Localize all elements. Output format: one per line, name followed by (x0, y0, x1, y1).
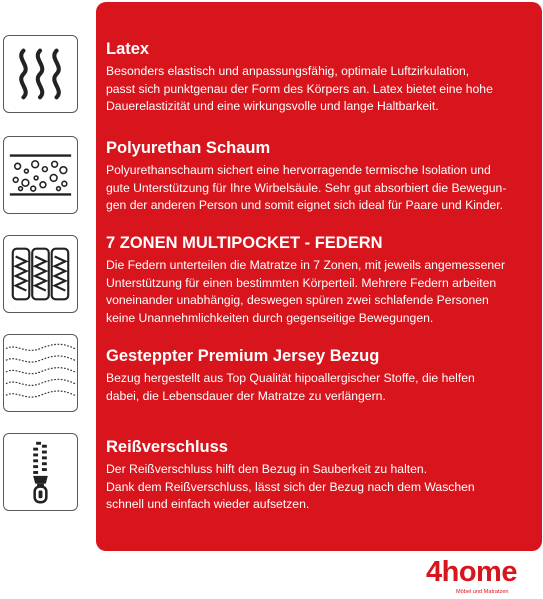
zipper-icon-box (3, 433, 78, 511)
feature-jersey (106, 347, 534, 405)
feature-description: Bezug hergestellt aus Top Qualität hipoallergischer Stoffe, die helfen dabei, die Lebensdauer der Matratze zu verlängern. (106, 371, 475, 403)
feature-description: Besonders elastisch und anpassungsfähig, optimale Luftzirkulation, passt sich punktgenau der Form des Körpers an. Latex bietet eine hohe Dauerelastizität und eine wirkungsvolle und lange Haltbarkeit. (106, 64, 493, 114)
feature-pocket-springs (106, 234, 534, 327)
features-panel (96, 2, 542, 551)
brand-name: 4home (426, 556, 517, 588)
feature-title: Gesteppter Premium Jersey Bezug (106, 347, 380, 365)
pocket-springs-icon (4, 236, 77, 312)
foam-icon-box (3, 136, 78, 214)
feature-title: 7 ZONEN MULTIPOCKET - FEDERN (106, 234, 383, 252)
quilted-fabric-icon (4, 335, 77, 411)
feature-polyurethan (106, 139, 534, 215)
feature-description: Der Reißverschluss hilft den Bezug in Sauberkeit zu halten. Dank dem Reißverschluss, lässt sich der Bezug nach dem Waschen schnell und einfach wieder aufsetzen. (106, 462, 475, 512)
springs-icon-box (3, 235, 78, 313)
feature-description: Polyurethanschaum sichert eine hervorragende termische Isolation und gute Unterstützung für Ihre Wirbelsäule. Sehr gut absorbiert die Bewegun- gen der anderen Person und somit eignet sich ideal für Paare und Kinder. (106, 163, 507, 213)
foam-bubbles-icon (4, 137, 77, 213)
brand-logo (426, 556, 541, 598)
feature-latex (106, 40, 534, 116)
feature-title: Polyurethan Schaum (106, 139, 271, 157)
feature-description: Die Federn unterteilen die Matratze in 7 Zonen, mit jeweils angemessener Unterstützung für einen bestimmten Körperteil. Mehrere Federn arbeiten voneinander unabhängig, deswegen spüren zwei schlafende Personen keine Unannehmlichkeiten durch gegenseitige Bewegungen. (106, 258, 506, 325)
feature-title: Reißverschluss (106, 438, 228, 456)
latex-icon-box (3, 35, 78, 113)
heat-waves-icon (4, 36, 77, 112)
fabric-icon-box (3, 334, 78, 412)
brand-tagline: Möbel und Matratzen (456, 589, 509, 595)
zipper-icon (4, 434, 77, 510)
feature-zipper (106, 438, 534, 514)
feature-title: Latex (106, 40, 150, 58)
